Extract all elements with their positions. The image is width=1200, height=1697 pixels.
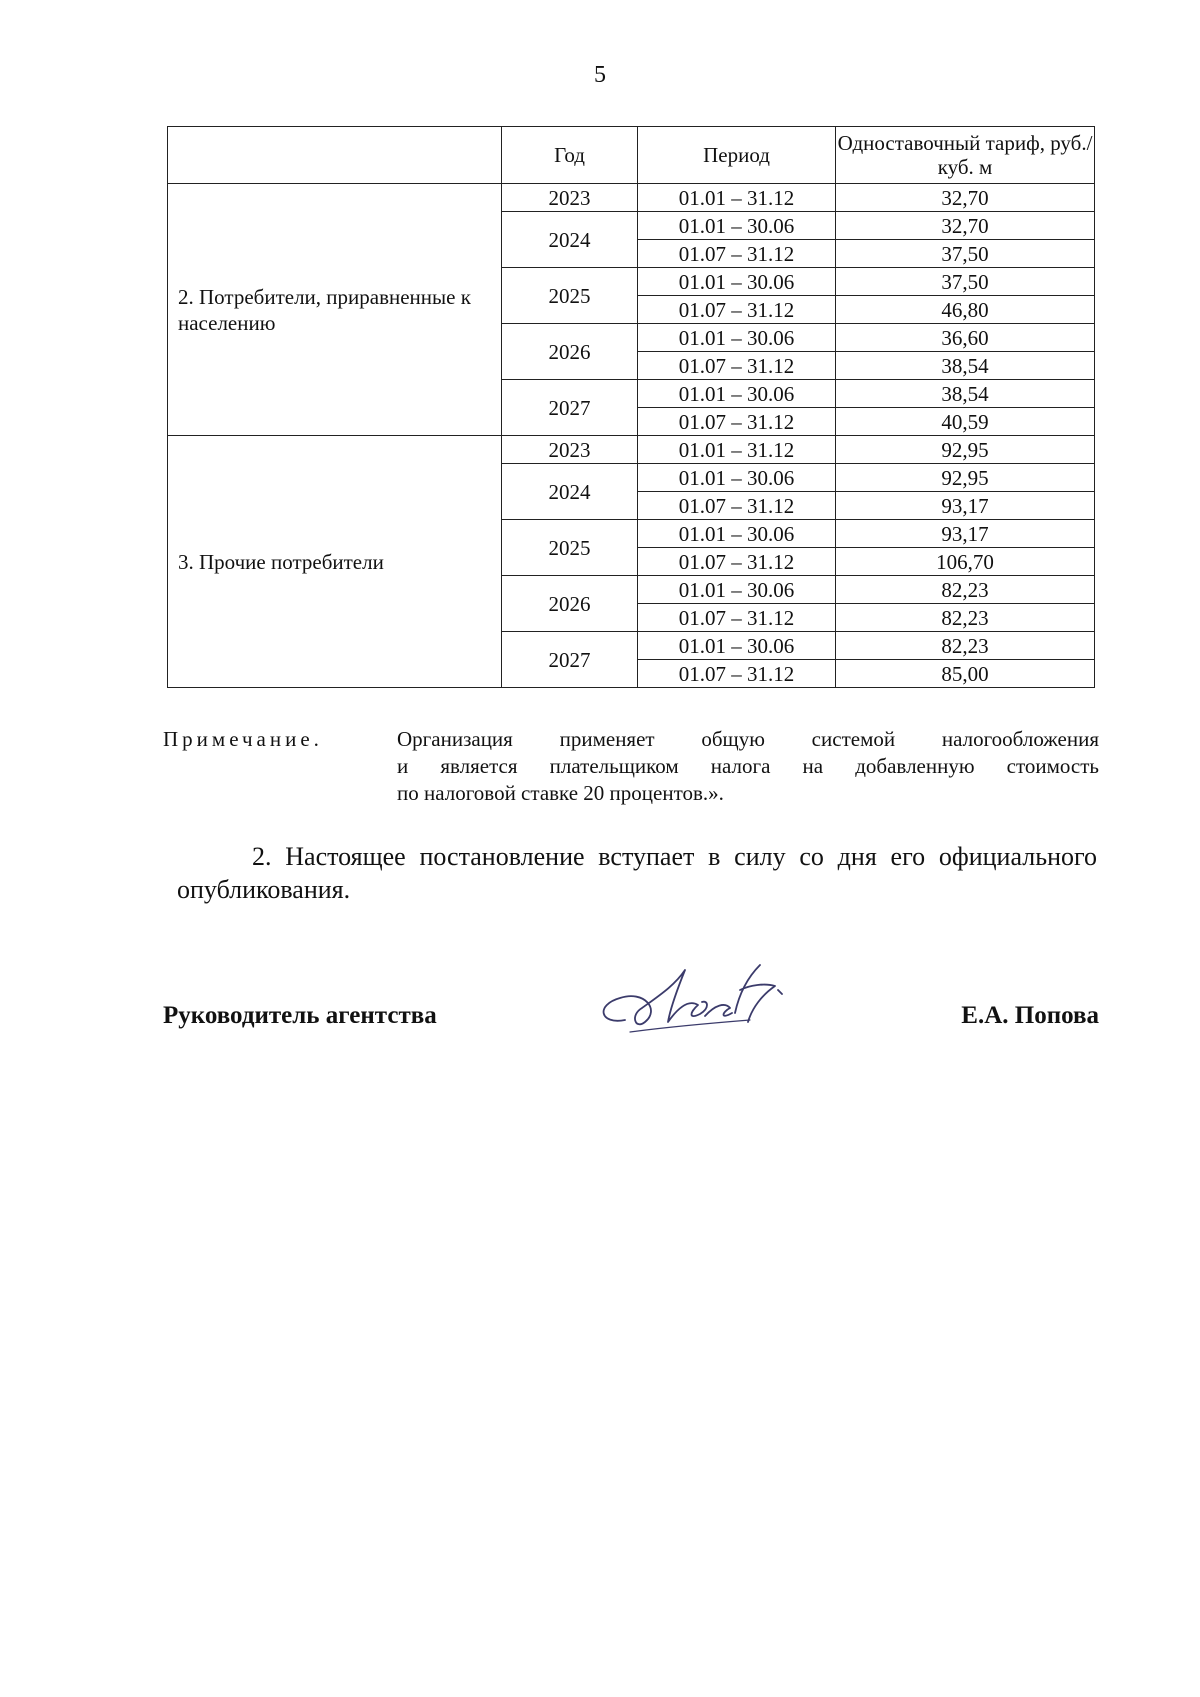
note-line: по налоговой ставке 20 процентов.». [397, 781, 724, 805]
period-cell: 01.07 – 31.12 [638, 548, 836, 576]
header-tariff: Одноставочный тариф, руб./куб. м [836, 127, 1095, 184]
year-cell: 2025 [502, 268, 638, 324]
period-cell: 01.07 – 31.12 [638, 408, 836, 436]
tariff-cell: 32,70 [836, 212, 1095, 240]
period-cell: 01.07 – 31.12 [638, 352, 836, 380]
consumer-group-label: 3. Прочие потребители [168, 436, 502, 688]
tariff-cell: 106,70 [836, 548, 1095, 576]
year-cell: 2027 [502, 632, 638, 688]
year-cell: 2024 [502, 464, 638, 520]
signatory-name: Е.А. Попова [961, 1002, 1099, 1029]
period-cell: 01.07 – 31.12 [638, 604, 836, 632]
tariff-cell: 37,50 [836, 240, 1095, 268]
tariff-cell: 36,60 [836, 324, 1095, 352]
period-cell: 01.01 – 30.06 [638, 380, 836, 408]
period-cell: 01.01 – 30.06 [638, 576, 836, 604]
period-cell: 01.01 – 30.06 [638, 464, 836, 492]
note-line: и является плательщиком налога на добавленную стоимость [397, 754, 1099, 778]
tariff-cell: 82,23 [836, 576, 1095, 604]
period-cell: 01.01 – 30.06 [638, 212, 836, 240]
year-cell: 2027 [502, 380, 638, 436]
table-body [168, 184, 1095, 688]
year-cell: 2026 [502, 324, 638, 380]
tariff-cell: 82,23 [836, 604, 1095, 632]
tariff-cell: 46,80 [836, 296, 1095, 324]
tariff-table [167, 126, 1095, 688]
period-cell: 01.01 – 30.06 [638, 520, 836, 548]
page-number: 5 [594, 62, 606, 88]
period-cell: 01.07 – 31.12 [638, 296, 836, 324]
tariff-cell: 92,95 [836, 464, 1095, 492]
period-cell: 01.01 – 31.12 [638, 436, 836, 464]
header-period: Период [638, 127, 836, 184]
tariff-cell: 85,00 [836, 660, 1095, 688]
year-cell: 2026 [502, 576, 638, 632]
table-row [168, 436, 1095, 464]
handwritten-signature [590, 950, 790, 1060]
header-year: Год [502, 127, 638, 184]
header-consumer [168, 127, 502, 184]
effective-date-paragraph: 2. Настоящее постановление вступает в силу со дня его официального опубликования. [177, 842, 1097, 904]
tariff-cell: 93,17 [836, 520, 1095, 548]
period-cell: 01.01 – 30.06 [638, 268, 836, 296]
note-line: Организация применяет общую системой налогообложения [397, 727, 1099, 751]
tariff-cell: 40,59 [836, 408, 1095, 436]
period-cell: 01.01 – 31.12 [638, 184, 836, 212]
signatory-title: Руководитель агентства [163, 1002, 437, 1029]
table-header-row [168, 127, 1095, 184]
period-cell: 01.07 – 31.12 [638, 492, 836, 520]
period-cell: 01.01 – 30.06 [638, 324, 836, 352]
tariff-cell: 32,70 [836, 184, 1095, 212]
year-cell: 2023 [502, 436, 638, 464]
tariff-cell: 37,50 [836, 268, 1095, 296]
year-cell: 2025 [502, 520, 638, 576]
year-cell: 2023 [502, 184, 638, 212]
tariff-cell: 93,17 [836, 492, 1095, 520]
year-cell: 2024 [502, 212, 638, 268]
consumer-group-label: 2. Потребители, приравненные к населению [168, 184, 502, 436]
note-text [397, 726, 1099, 807]
tariff-cell: 92,95 [836, 436, 1095, 464]
tariff-cell: 82,23 [836, 632, 1095, 660]
note-label: Примечание. [163, 727, 323, 751]
tariff-cell: 38,54 [836, 352, 1095, 380]
period-cell: 01.01 – 30.06 [638, 632, 836, 660]
period-cell: 01.07 – 31.12 [638, 240, 836, 268]
table-row [168, 184, 1095, 212]
tariff-cell: 38,54 [836, 380, 1095, 408]
period-cell: 01.07 – 31.12 [638, 660, 836, 688]
